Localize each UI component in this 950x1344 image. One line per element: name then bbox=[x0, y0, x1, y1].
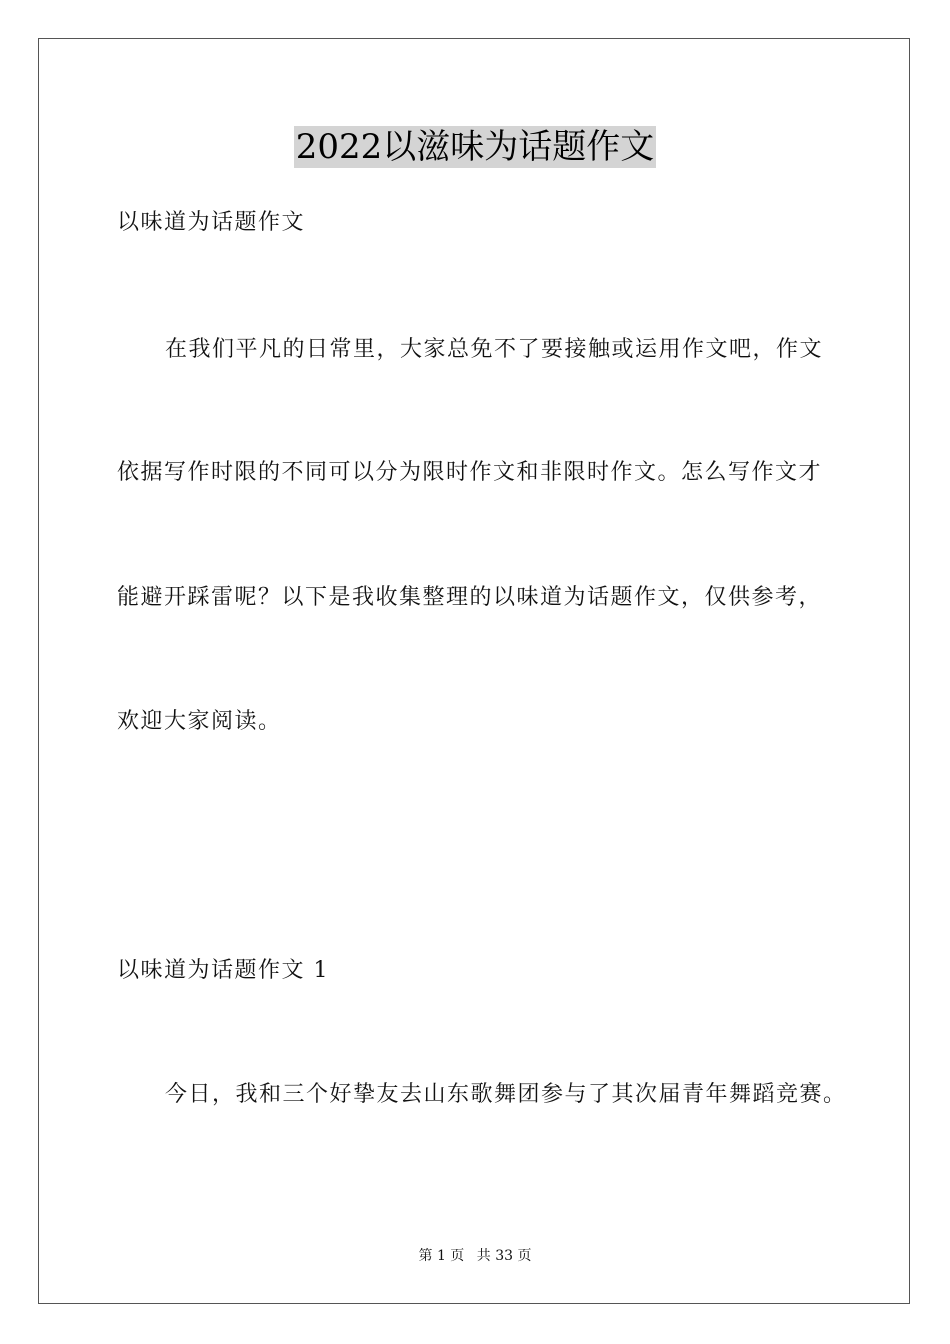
intro-line-2: 依据写作时限的不同可以分为限时作文和非限时作文。怎么写作文才 bbox=[117, 460, 823, 485]
intro-line-3: 能避开踩雷呢？以下是我收集整理的以味道为话题作文，仅供参考， bbox=[117, 585, 823, 610]
page-number: 第 1 页 bbox=[418, 1248, 465, 1264]
intro-line-4: 欢迎大家阅读。 bbox=[117, 709, 282, 734]
page-footer bbox=[0, 1247, 950, 1265]
title-container bbox=[0, 126, 950, 168]
page-total: 共 33 页 bbox=[476, 1248, 532, 1264]
section-paragraph-line: 今日，我和三个好挚友去山东歌舞团参与了其次届青年舞蹈竞赛。 bbox=[165, 1082, 847, 1107]
document-subtitle: 以味道为话题作文 bbox=[117, 210, 306, 235]
section-heading: 以味道为话题作文 1 bbox=[117, 958, 329, 983]
intro-line-1: 在我们平凡的日常里，大家总免不了要接触或运用作文吧，作文 bbox=[165, 337, 824, 362]
document-title: 2022以滋味为话题作文 bbox=[295, 127, 655, 167]
